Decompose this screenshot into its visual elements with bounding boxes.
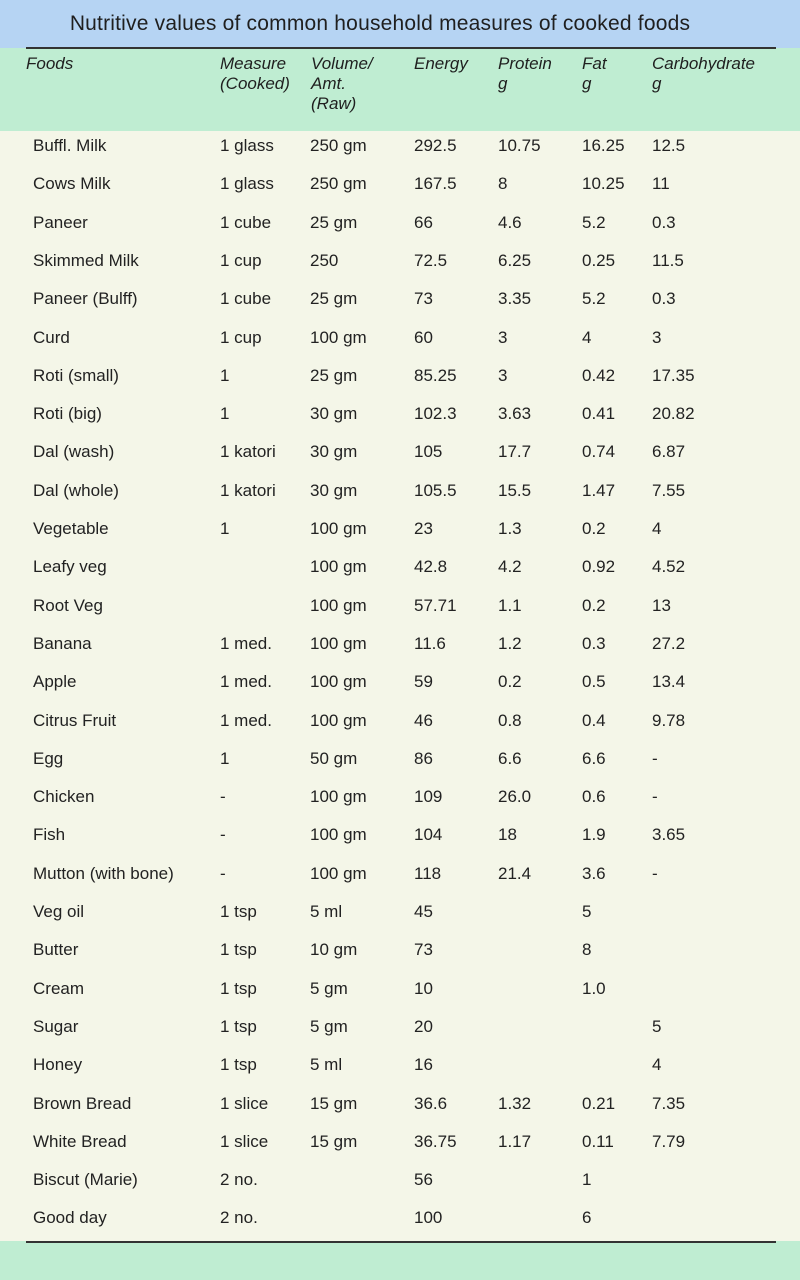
cell-protein: 1.32 bbox=[498, 1093, 532, 1113]
cell-fat: 0.4 bbox=[582, 710, 606, 730]
cell-fat: 0.11 bbox=[582, 1131, 614, 1151]
cell-food: Citrus Fruit bbox=[33, 710, 117, 730]
table-row bbox=[0, 634, 800, 672]
cell-measure: 1 katori bbox=[220, 442, 276, 462]
cell-energy: 10 bbox=[414, 978, 433, 998]
table-row bbox=[0, 1132, 800, 1170]
header-energy bbox=[414, 54, 468, 74]
table-row bbox=[0, 557, 800, 595]
cell-food: Brown Bread bbox=[33, 1093, 132, 1113]
cell-fat: 1.47 bbox=[582, 480, 616, 500]
table-header bbox=[0, 49, 800, 131]
cell-food: Biscut (Marie) bbox=[33, 1170, 138, 1190]
cell-fat: 0.21 bbox=[582, 1093, 616, 1113]
header-volume-line: Volume/ bbox=[311, 54, 373, 73]
cell-carbohydrate: 3.65 bbox=[652, 825, 686, 845]
cell-measure: - bbox=[220, 787, 226, 807]
cell-volume: 100 gm bbox=[310, 672, 367, 692]
cell-food: Roti (small) bbox=[33, 365, 119, 385]
cell-food: White Bread bbox=[33, 1131, 127, 1151]
cell-energy: 73 bbox=[414, 940, 433, 960]
cell-carbohydrate: 7.35 bbox=[652, 1093, 686, 1113]
header-foods-line: Foods bbox=[26, 54, 74, 73]
cell-energy: 46 bbox=[414, 710, 433, 730]
cell-measure: 1 glass bbox=[220, 136, 274, 155]
cell-carbohydrate: 4 bbox=[652, 1055, 662, 1075]
table-row bbox=[0, 902, 800, 940]
cell-food: Chicken bbox=[33, 787, 95, 807]
cell-energy: 23 bbox=[414, 519, 433, 538]
cell-protein: 1.3 bbox=[498, 519, 522, 538]
header-protein bbox=[498, 54, 552, 94]
cell-measure: 1 tsp bbox=[220, 1016, 257, 1036]
cell-energy: 20 bbox=[414, 1016, 433, 1036]
cell-food: Dal (wash) bbox=[33, 442, 115, 462]
title-bar bbox=[0, 0, 800, 48]
cell-carbohydrate: 9.78 bbox=[652, 710, 686, 730]
cell-fat: 1.0 bbox=[582, 978, 606, 998]
cell-measure: 1 katori bbox=[220, 480, 276, 500]
table-row bbox=[0, 711, 800, 749]
table-row bbox=[0, 328, 800, 366]
cell-fat: 0.41 bbox=[582, 404, 616, 424]
cell-carbohydrate: - bbox=[652, 787, 658, 807]
cell-measure: 1 glass bbox=[220, 174, 274, 194]
cell-measure: 1 bbox=[220, 748, 230, 768]
cell-volume: 30 gm bbox=[310, 404, 358, 424]
cell-fat: 0.92 bbox=[582, 557, 616, 577]
cell-volume: 50 gm bbox=[310, 748, 358, 768]
table-row bbox=[0, 174, 800, 212]
cell-volume: 100 gm bbox=[310, 825, 367, 845]
cell-measure: 1 tsp bbox=[220, 940, 257, 960]
header-measure-line: Measure bbox=[220, 54, 287, 73]
cell-food: Paneer bbox=[33, 212, 88, 232]
table-row bbox=[0, 1017, 800, 1055]
cell-measure: 1 tsp bbox=[220, 902, 257, 921]
cell-volume: 30 gm bbox=[310, 442, 358, 462]
header-fat bbox=[582, 54, 607, 94]
cell-measure: 1 med. bbox=[220, 672, 272, 692]
cell-fat: 6.6 bbox=[582, 748, 606, 768]
cell-energy: 66 bbox=[414, 212, 433, 232]
cell-food: Cows Milk bbox=[33, 174, 111, 194]
cell-volume: 100 gm bbox=[310, 557, 367, 577]
cell-energy: 118 bbox=[414, 863, 442, 883]
cell-protein: 4.2 bbox=[498, 557, 522, 577]
cell-carbohydrate: 12.5 bbox=[652, 136, 686, 155]
cell-fat: 4 bbox=[582, 327, 592, 347]
cell-protein: 18 bbox=[498, 825, 517, 845]
cell-energy: 42.8 bbox=[414, 557, 448, 577]
cell-energy: 105 bbox=[414, 442, 443, 462]
cell-measure: 1 med. bbox=[220, 710, 272, 730]
cell-measure: 1 cup bbox=[220, 250, 262, 270]
cell-energy: 56 bbox=[414, 1170, 433, 1190]
cell-energy: 45 bbox=[414, 902, 433, 921]
table-row bbox=[0, 1170, 800, 1208]
table-row bbox=[0, 519, 800, 557]
cell-carbohydrate: 6.87 bbox=[652, 442, 686, 462]
cell-volume: 25 gm bbox=[310, 289, 358, 309]
table-row bbox=[0, 136, 800, 174]
cell-volume: 15 gm bbox=[310, 1131, 358, 1151]
table-row bbox=[0, 442, 800, 480]
header-volume-line: (Raw) bbox=[311, 94, 357, 113]
cell-fat: 16.25 bbox=[582, 136, 625, 155]
cell-food: Veg oil bbox=[33, 902, 85, 921]
cell-fat: 3.6 bbox=[582, 863, 606, 883]
cell-measure: 1 bbox=[220, 404, 230, 424]
cell-carbohydrate: 7.55 bbox=[652, 480, 686, 500]
cell-fat: 0.42 bbox=[582, 365, 616, 385]
cell-energy: 11.6 bbox=[414, 633, 446, 653]
cell-carbohydrate: 17.35 bbox=[652, 365, 695, 385]
cell-food: Honey bbox=[33, 1055, 83, 1075]
cell-food: Apple bbox=[33, 672, 77, 692]
header-carbohydrate-line: Carbohydrate bbox=[652, 54, 756, 73]
cell-fat: 1 bbox=[582, 1170, 592, 1190]
header-measure bbox=[220, 54, 290, 94]
cell-energy: 292.5 bbox=[414, 136, 457, 155]
cell-carbohydrate: 20.82 bbox=[652, 404, 695, 424]
cell-measure: 1 tsp bbox=[220, 1055, 257, 1075]
header-energy-line: Energy bbox=[414, 54, 468, 73]
cell-protein: 0.8 bbox=[498, 710, 522, 730]
cell-protein: 3.35 bbox=[498, 289, 532, 309]
cell-volume: 100 gm bbox=[310, 519, 367, 538]
cell-carbohydrate: 5 bbox=[652, 1016, 662, 1036]
table-row bbox=[0, 672, 800, 710]
cell-fat: 0.2 bbox=[582, 595, 606, 615]
header-protein-line: g bbox=[498, 74, 508, 93]
cell-carbohydrate: 4 bbox=[652, 519, 662, 538]
header-fat-line: g bbox=[582, 74, 592, 93]
cell-food: Fish bbox=[33, 825, 66, 845]
cell-fat: 5 bbox=[582, 902, 592, 921]
cell-measure: 1 cube bbox=[220, 289, 272, 309]
cell-energy: 72.5 bbox=[414, 250, 448, 270]
cell-protein: 3 bbox=[498, 327, 508, 347]
table-row bbox=[0, 864, 800, 902]
table-row bbox=[0, 1094, 800, 1132]
cell-protein: 4.6 bbox=[498, 212, 522, 232]
cell-protein: 10.75 bbox=[498, 136, 541, 155]
header-carbohydrate bbox=[652, 54, 755, 94]
cell-energy: 36.75 bbox=[414, 1131, 457, 1151]
cell-volume: 5 gm bbox=[310, 1016, 348, 1036]
cell-food: Leafy veg bbox=[33, 557, 107, 577]
cell-volume: 250 gm bbox=[310, 174, 367, 194]
cell-energy: 100 bbox=[414, 1208, 443, 1228]
cell-energy: 104 bbox=[414, 825, 443, 845]
cell-measure: - bbox=[220, 825, 226, 845]
header-foods bbox=[26, 54, 73, 74]
cell-volume: 5 ml bbox=[310, 902, 343, 921]
cell-fat: 8 bbox=[582, 940, 592, 960]
cell-volume: 100 gm bbox=[310, 710, 367, 730]
cell-energy: 109 bbox=[414, 787, 443, 807]
header-volume-line: Amt. bbox=[311, 74, 346, 93]
table-row bbox=[0, 1055, 800, 1093]
cell-fat: 0.25 bbox=[582, 250, 616, 270]
table-row bbox=[0, 251, 800, 289]
cell-volume: 100 gm bbox=[310, 595, 367, 615]
cell-fat: 1.9 bbox=[582, 825, 606, 845]
cell-volume: 25 gm bbox=[310, 365, 358, 385]
cell-protein: 21.4 bbox=[498, 863, 532, 883]
cell-fat: 5.2 bbox=[582, 289, 606, 309]
table-row bbox=[0, 596, 800, 634]
cell-measure: 1 slice bbox=[220, 1093, 269, 1113]
header-carbohydrate-line: g bbox=[652, 74, 662, 93]
cell-protein: 15.5 bbox=[498, 480, 532, 500]
table-row bbox=[0, 289, 800, 327]
table-row bbox=[0, 825, 800, 863]
cell-fat: 5.2 bbox=[582, 212, 606, 232]
table-row bbox=[0, 213, 800, 251]
cell-carbohydrate: 13 bbox=[652, 595, 671, 615]
cell-food: Butter bbox=[33, 940, 79, 960]
cell-protein: 0.2 bbox=[498, 672, 522, 692]
cell-measure: 1 bbox=[220, 519, 230, 538]
table-body bbox=[0, 131, 800, 1241]
cell-carbohydrate: 11 bbox=[652, 174, 670, 194]
cell-volume: 100 gm bbox=[310, 863, 367, 883]
cell-food: Dal (whole) bbox=[33, 480, 119, 500]
cell-protein: 1.17 bbox=[498, 1131, 532, 1151]
cell-protein: 3 bbox=[498, 365, 508, 385]
cell-carbohydrate: 27.2 bbox=[652, 633, 686, 653]
cell-fat: 0.3 bbox=[582, 633, 606, 653]
cell-food: Mutton (with bone) bbox=[33, 863, 174, 883]
cell-fat: 0.2 bbox=[582, 519, 606, 538]
cell-protein: 1.1 bbox=[498, 595, 522, 615]
cell-energy: 86 bbox=[414, 748, 433, 768]
cell-measure: 1 med. bbox=[220, 633, 272, 653]
cell-protein: 17.7 bbox=[498, 442, 532, 462]
cell-measure: 2 no. bbox=[220, 1170, 258, 1190]
cell-energy: 167.5 bbox=[414, 174, 457, 194]
cell-food: Root Veg bbox=[33, 595, 103, 615]
cell-food: Vegetable bbox=[33, 519, 109, 538]
table-row bbox=[0, 787, 800, 825]
cell-measure: 1 cup bbox=[220, 327, 262, 347]
cell-volume: 10 gm bbox=[310, 940, 358, 960]
cell-food: Cream bbox=[33, 978, 85, 998]
cell-volume: 25 gm bbox=[310, 212, 358, 232]
cell-energy: 73 bbox=[414, 289, 433, 309]
cell-volume: 30 gm bbox=[310, 480, 358, 500]
cell-food: Roti (big) bbox=[33, 404, 102, 424]
cell-volume: 5 ml bbox=[310, 1055, 343, 1075]
footer-band bbox=[0, 1243, 800, 1280]
cell-carbohydrate: 3 bbox=[652, 327, 662, 347]
cell-energy: 16 bbox=[414, 1055, 433, 1075]
cell-food: Buffl. Milk bbox=[33, 136, 107, 155]
cell-volume: 250 gm bbox=[310, 136, 367, 155]
cell-measure: 1 bbox=[220, 365, 230, 385]
cell-protein: 6.25 bbox=[498, 250, 532, 270]
cell-carbohydrate: 0.3 bbox=[652, 212, 676, 232]
cell-food: Curd bbox=[33, 327, 70, 347]
cell-energy: 57.71 bbox=[414, 595, 457, 615]
cell-carbohydrate: 4.52 bbox=[652, 557, 686, 577]
cell-carbohydrate: 0.3 bbox=[652, 289, 676, 309]
cell-fat: 6 bbox=[582, 1208, 592, 1228]
cell-carbohydrate: 11.5 bbox=[652, 250, 684, 270]
cell-fat: 0.5 bbox=[582, 672, 606, 692]
cell-protein: 3.63 bbox=[498, 404, 532, 424]
cell-fat: 0.6 bbox=[582, 787, 606, 807]
cell-energy: 60 bbox=[414, 327, 433, 347]
page-title: Nutritive values of common household measures of cooked foods bbox=[69, 12, 691, 35]
table-row bbox=[0, 481, 800, 519]
cell-protein: 1.2 bbox=[498, 633, 522, 653]
cell-protein: 26.0 bbox=[498, 787, 532, 807]
cell-food: Good day bbox=[33, 1208, 107, 1228]
cell-volume: 15 gm bbox=[310, 1093, 358, 1113]
cell-fat: 0.74 bbox=[582, 442, 616, 462]
table-row bbox=[0, 940, 800, 978]
cell-protein: 8 bbox=[498, 174, 508, 194]
cell-food: Paneer (Bulff) bbox=[33, 289, 138, 309]
cell-measure: 1 cube bbox=[220, 212, 272, 232]
cell-volume: 5 gm bbox=[310, 978, 348, 998]
cell-energy: 105.5 bbox=[414, 480, 457, 500]
cell-volume: 100 gm bbox=[310, 633, 367, 653]
cell-energy: 85.25 bbox=[414, 365, 457, 385]
cell-carbohydrate: 13.4 bbox=[652, 672, 686, 692]
header-protein-line: Protein bbox=[498, 54, 552, 73]
cell-food: Banana bbox=[33, 633, 92, 653]
cell-measure: - bbox=[220, 863, 226, 883]
cell-fat: 10.25 bbox=[582, 174, 625, 194]
cell-protein: 6.6 bbox=[498, 748, 522, 768]
table-row bbox=[0, 404, 800, 442]
cell-food: Egg bbox=[33, 748, 64, 768]
cell-measure: 1 tsp bbox=[220, 978, 257, 998]
header-fat-line: Fat bbox=[582, 54, 607, 73]
cell-energy: 102.3 bbox=[414, 404, 457, 424]
header-measure-line: (Cooked) bbox=[220, 74, 290, 93]
cell-volume: 100 gm bbox=[310, 327, 367, 347]
cell-carbohydrate: - bbox=[652, 863, 658, 883]
cell-food: Skimmed Milk bbox=[33, 250, 139, 270]
cell-energy: 36.6 bbox=[414, 1093, 448, 1113]
cell-measure: 1 slice bbox=[220, 1131, 269, 1151]
cell-carbohydrate: 7.79 bbox=[652, 1131, 686, 1151]
table-row bbox=[0, 366, 800, 404]
table-row bbox=[0, 979, 800, 1017]
header-volume bbox=[311, 54, 373, 114]
cell-measure: 2 no. bbox=[220, 1208, 258, 1228]
cell-volume: 250 bbox=[310, 250, 339, 270]
cell-carbohydrate: - bbox=[652, 748, 658, 768]
table-row bbox=[0, 749, 800, 787]
cell-volume: 100 gm bbox=[310, 787, 367, 807]
cell-food: Sugar bbox=[33, 1016, 79, 1036]
cell-energy: 59 bbox=[414, 672, 433, 692]
